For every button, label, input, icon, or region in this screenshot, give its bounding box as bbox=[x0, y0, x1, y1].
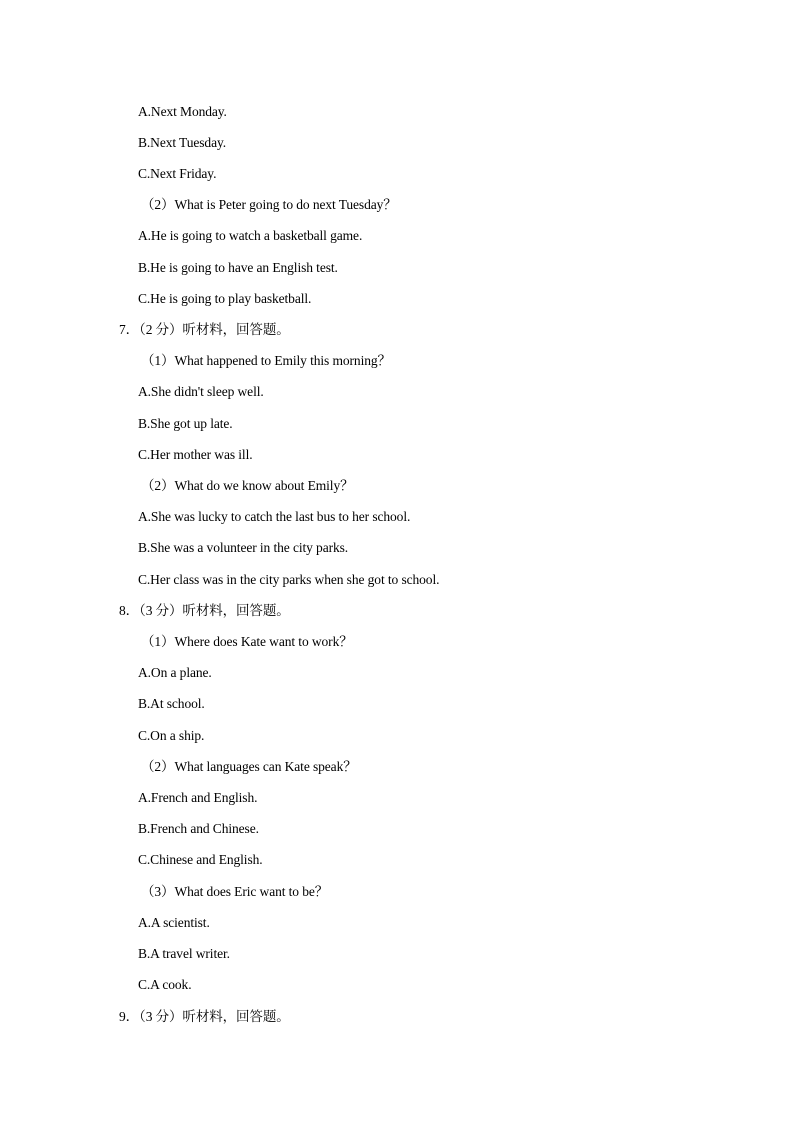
option-text: C.He is going to play basketball. bbox=[138, 291, 312, 306]
option-text: B.She got up late. bbox=[138, 416, 233, 431]
sub-question: （1）Where does Kate want to work？ bbox=[141, 634, 353, 649]
sub-question: （2）What is Peter going to do next Tuesday？ bbox=[141, 197, 397, 212]
question-heading: 7．（2 分）听材料，回答题。 bbox=[119, 322, 290, 337]
question-heading: 8．（3 分）听材料，回答题。 bbox=[119, 603, 290, 618]
option-text: B.He is going to have an English test. bbox=[138, 260, 338, 275]
option-text: C.Her class was in the city parks when she got to school. bbox=[138, 572, 440, 587]
sub-question: （1）What happened to Emily this morning？ bbox=[141, 353, 391, 368]
option-text: A.A scientist. bbox=[138, 915, 210, 930]
option-text: C.Her mother was ill. bbox=[138, 447, 253, 462]
option-text: B.A travel writer. bbox=[138, 946, 230, 961]
sub-question: （2）What languages can Kate speak？ bbox=[141, 759, 357, 774]
option-text: A.French and English. bbox=[138, 790, 258, 805]
sub-question: （3）What does Eric want to be？ bbox=[141, 884, 329, 899]
option-text: C.Chinese and English. bbox=[138, 852, 263, 867]
option-text: A.She didn't sleep well. bbox=[138, 384, 264, 399]
sub-question: （2）What do we know about Emily？ bbox=[141, 478, 354, 493]
option-text: B.Next Tuesday. bbox=[138, 135, 227, 150]
option-text: C.A cook. bbox=[138, 977, 192, 992]
option-text: B.At school. bbox=[138, 696, 205, 711]
option-text: A.He is going to watch a basketball game. bbox=[138, 228, 363, 243]
option-text: A.On a plane. bbox=[138, 665, 212, 680]
option-text: C.On a ship. bbox=[138, 728, 205, 743]
option-text: B.She was a volunteer in the city parks. bbox=[138, 540, 349, 555]
option-text: A.She was lucky to catch the last bus to her school. bbox=[138, 509, 411, 524]
option-text: C.Next Friday. bbox=[138, 166, 217, 181]
question-heading: 9．（3 分）听材料，回答题。 bbox=[119, 1009, 290, 1024]
option-text: B.French and Chinese. bbox=[138, 821, 259, 836]
option-text: A.Next Monday. bbox=[138, 104, 227, 119]
